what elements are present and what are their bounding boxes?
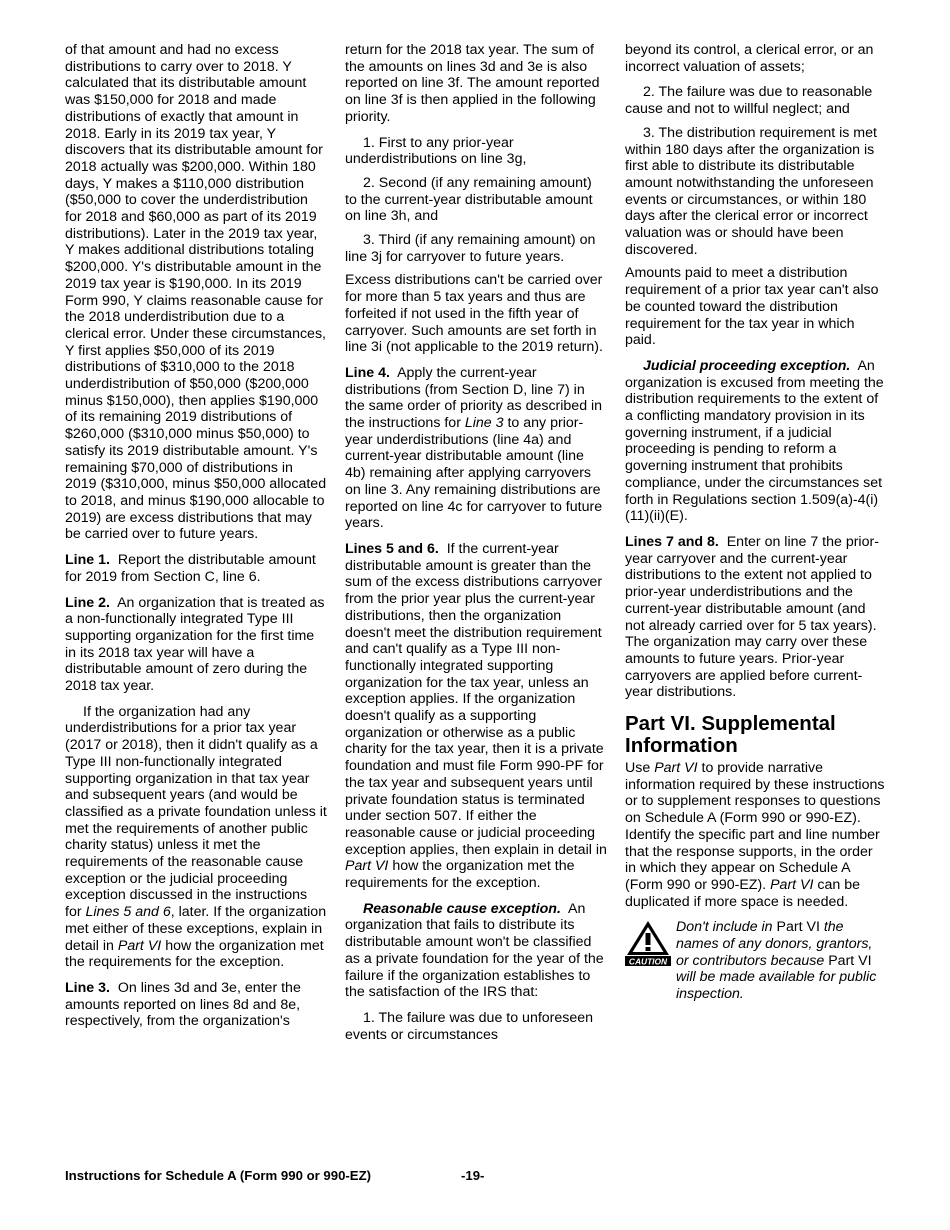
- reasonable-cause-item-1: 1. The failure was due to unforeseen events or circumstances: [345, 1009, 594, 1043]
- example-continued-paragraph: of that amount and had no excess distributions to carry over to 2018. Y calculated that its distributable amount was $150,000 for 2018 and made distributions of exactly that amount in 2018. Early in its 2019 tax year, Y discovers that its distributable amount for 2018 actually was $200,000. Within 180 days, Y makes a $110,000 distribution ($50,000 to cover the underdistribution for 2018 and $60,000 as part of its 2019 distributions). Later in the 2019 tax year, Y makes additional distributions totaling $200,000. Y's distributable amount in the 2019 tax year is $190,000. In its 2019 Form 990, Y claims reasonable cause for the 2018 underdistribution due to a clerical error. Under these circumstances, Y first applies $50,000 of its 2019 distributions of $310,000 to the 2018 underdistribution of $50,000 ($200,000 minus $150,000), then applies $190,000 of its remaining 2019 distributions of $260,000 ($310,000 minus $50,000) to satisfy its 2019 distributable amount. Y's remaining $70,000 of distributions in 2019 ($310,000, minus $50,000 allocated to 2018, and minus $190,000 allocable to 2019) are excess distributions that may be carried over to future years.: [65, 42, 327, 543]
- lines-7-8-paragraph: Lines 7 and 8. Enter on line 7 the prior-year carryover and the current-year distributions to the extent not applied to prior-year underdistributions and the current-year distributable amount (and not already carried over for 5 tax years). The organization may carry over these amounts to future years. Prior-year carryovers are applied before current-year distributions.: [625, 533, 879, 701]
- amounts-paid-paragraph: Amounts paid to meet a distribution requirement of a prior tax year can't also be counted toward the distribution requirement for the tax year in which paid.: [625, 265, 879, 349]
- caution-note: CAUTION Don't include in Part VI the names of any donors, grantors, or contributors because Part VI will be made available for public inspection.: [625, 919, 887, 1003]
- line-3-heading: Line 3.: [65, 979, 110, 996]
- part-vi-paragraph: Use Part VI to provide narrative information required by these instructions or to supplement responses to questions on Schedule A (Form 990 or 990-EZ). Identify the specific part and line number that the response supports, in the order in which they appear on Schedule A (Form 990 or 990-EZ). Part VI can be duplicated if more space is needed.: [625, 760, 885, 910]
- line-1-heading: Line 1.: [65, 552, 110, 569]
- line-3-reference: Line 3: [464, 415, 504, 432]
- footer-document-title: Instructions for Schedule A (Form 990 or 990-EZ): [65, 1168, 372, 1183]
- line-2-text: An organization that is treated as a non-functionally integrated Type III supporting organization for the first time in its 2018 tax year will have a distributable amount of zero during the 2018 tax year.: [65, 594, 325, 695]
- underdistribution-paragraph: If the organization had any underdistributions for a prior tax year (2017 or 2018), then it didn't qualify as a Type III non-functionally integrated supporting organization in that tax year and subsequent years (and would be classified as a private foundation unless it met the requirements of another public charity status) unless it met the requirements of the reasonable cause exception or the judicial proceeding exception discussed in the instructions for Lines 5 and 6, later. If the organization met either of these exceptions, explain in detail in Part VI how the organization met the requirements for the exception.: [65, 703, 327, 971]
- lines-5-6-reference: Lines 5 and 6: [85, 904, 171, 921]
- caution-icon: [625, 920, 671, 966]
- priority-item-2: 2. Second (if any remaining amount) to the current-year distributable amount on line 3h, and: [345, 174, 593, 225]
- judicial-proceeding-paragraph: Judicial proceeding exception. An organization is excused from meeting the distribution requirements to the extent of a conflicting mandatory provision in its governing instrument, if a judicial proceeding is pending to reform a governing instrument that prohibits compliance, under the circumstances set forth in Regulations section 1.509(a)-4(i)(11)(ii)(E).: [625, 357, 884, 525]
- part-vi-reference: Part VI: [117, 937, 162, 954]
- line-3-paragraph: [65, 980, 327, 1030]
- priority-item-3: 3. Third (if any remaining amount) on line 3j for carryover to future years.: [345, 232, 596, 265]
- lines-7-8-heading: Lines 7 and 8.: [625, 533, 719, 550]
- column-1: [65, 42, 327, 1039]
- reasonable-cause-item-2: 2. The failure was due to reasonable cause and not to willful neglect; and: [625, 84, 873, 118]
- line-1-text: Report the distributable amount for 2019 from Section C, line 6.: [65, 552, 316, 585]
- caution-label: CAUTION: [628, 956, 668, 967]
- footer-page-number: -19-: [461, 1168, 485, 1183]
- reasonable-cause-heading: Reasonable cause exception.: [363, 900, 561, 917]
- judicial-proceeding-heading: Judicial proceeding exception.: [643, 357, 851, 374]
- line-3-continued-paragraph: return for the 2018 tax year. The sum of the amounts on lines 3d and 3e is also reported on line 3f. The amount reported on line 3f is then applied in the following priority.: [345, 42, 600, 125]
- reasonable-cause-paragraph: Reasonable cause exception. An organization that fails to distribute its distributable amount won't be classified as a private foundation for the year of the failure if the organization establishes to the satisfaction of the IRS that:: [345, 900, 604, 1001]
- part-vi-reference: Part VI: [770, 876, 814, 893]
- part-vi-reference: Part VI: [654, 760, 698, 777]
- column-3: [625, 42, 887, 1003]
- part-vi-reference: Part VI: [776, 919, 820, 936]
- line-1-paragraph: [65, 552, 327, 585]
- line-4-paragraph: Line 4. Apply the current-year distributions (from Section D, line 7) in the same order of priority as described in the instructions for Line 3 to any prior-year underdistributions (line 4a) and current-year distributable amount (line 4b) remaining after applying carryovers on line 3. Any remaining distributions are reported on line 4c for carryover to future years.: [345, 364, 603, 532]
- line-4-heading: Line 4.: [345, 364, 390, 381]
- lines-5-6-paragraph: Lines 5 and 6. If the current-year distributable amount is greater than the sum of the excess distributions carryover from the prior year plus the current-year distributions, then the organization doesn't meet the distribution requirement and can't qualify as a Type III non-functionally integrated supporting organization for the tax year, unless an exception applies. If the organization doesn't qualify as a supporting organization or otherwise as a public charity for the tax year, then it is a private foundation and must file Form 990-PF for the tax year and subsequent years until private foundation status is terminated under section 507. If either the reasonable cause or judicial proceeding exception applies, then explain in detail in Part VI how the organization met the requirements for the exception.: [345, 540, 607, 892]
- item-1-continued: beyond its control, a clerical error, or an incorrect valuation of assets;: [625, 42, 874, 75]
- line-2-heading: Line 2.: [65, 594, 110, 611]
- lines-5-6-heading: Lines 5 and 6.: [345, 540, 439, 557]
- line-3-text: On lines 3d and 3e, enter the amounts reported on lines 8d and 8e, respectively, from the organization's: [65, 979, 301, 1030]
- excess-distributions-paragraph: Excess distributions can't be carried over for more than 5 tax years and thus are forfeited if not used in the fifth year of carryover. Such amounts are set forth in line 3i (not applicable to the 2019 return).: [345, 272, 603, 356]
- part-vi-reference: Part VI: [828, 952, 872, 969]
- part-vi-reference: Part VI: [345, 858, 389, 875]
- part-vi-title: Part VI. Supplemental Information: [625, 712, 836, 758]
- priority-item-1: 1. First to any prior-year underdistributions on line 3g,: [345, 134, 527, 168]
- column-2: [345, 42, 607, 1050]
- line-2-paragraph: [65, 595, 327, 695]
- reasonable-cause-item-3: 3. The distribution requirement is met within 180 days after the organization is first able to distribute its distributable amount notwithstanding the unforeseen events or circumstances, or within 180 days after the clerical error or incorrect valuation was or should have been discovered.: [625, 124, 877, 258]
